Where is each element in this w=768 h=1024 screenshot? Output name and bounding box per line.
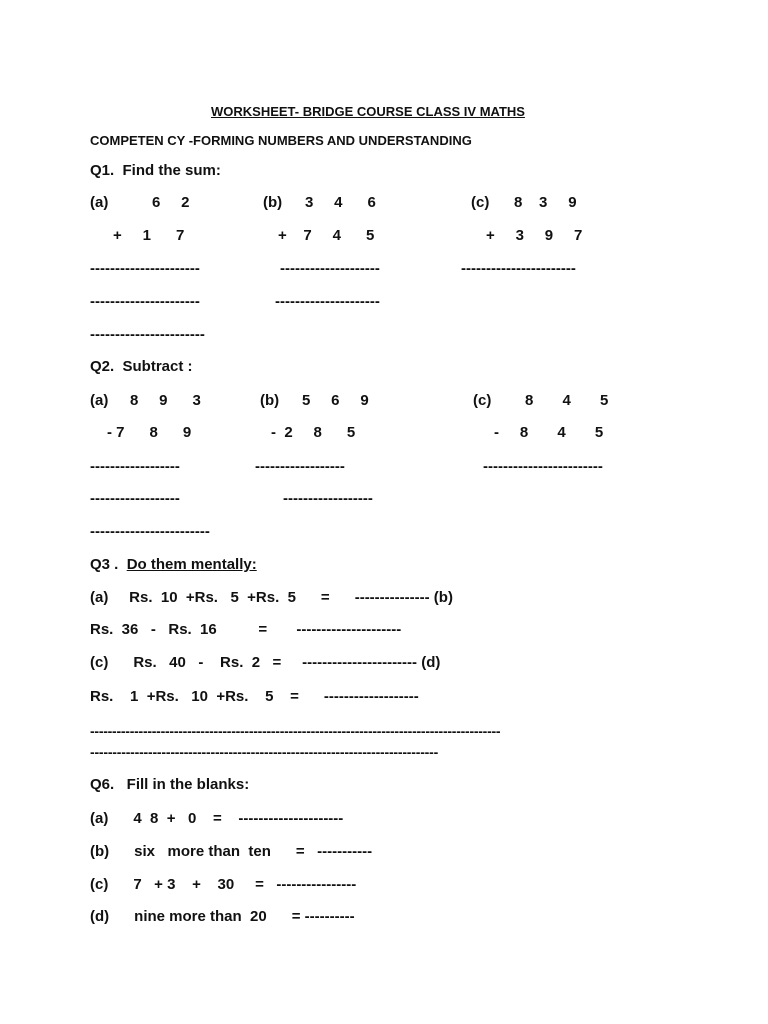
- q2-c-top: 8 4 5: [525, 392, 609, 409]
- q1-c-top: 8 3 9: [514, 194, 577, 211]
- q1-answer-line: ----------------------: [90, 293, 200, 310]
- q3-line-c: (c) Rs. 40 - Rs. 2 = ----------------------- (d): [90, 654, 441, 671]
- q1-c-label: (c): [471, 194, 490, 211]
- worksheet-title: WORKSHEET- BRIDGE COURSE CLASS IV MATHS: [211, 104, 525, 119]
- q1-c-bottom: + 3 9 7: [486, 227, 583, 244]
- q1-answer-line: --------------------: [280, 260, 380, 277]
- q2-b-bottom: - 2 8 5: [271, 424, 356, 441]
- q6-item-d: (d) nine more than 20 = ----------: [90, 908, 355, 925]
- q1-a-bottom: + 1 7: [113, 227, 185, 244]
- q3-answer-line: ------------------------------------------------------------------------------: [90, 744, 439, 760]
- q2-c-label: (c): [473, 392, 492, 409]
- q2-answer-line: ------------------: [283, 490, 373, 507]
- q6-item-c: (c) 7 + 3 + 30 = ----------------: [90, 876, 357, 893]
- q3-heading: [90, 556, 257, 574]
- q2-a-top: 8 9 3: [130, 392, 201, 409]
- q3-heading-prefix: Q3 .: [90, 556, 119, 573]
- q3-line-a: (a) Rs. 10 +Rs. 5 +Rs. 5 = --------------- (b): [90, 589, 453, 606]
- q3-heading-text: Do them mentally:: [126, 556, 257, 573]
- q2-answer-line: ------------------: [90, 490, 180, 507]
- q2-answer-line: ------------------: [255, 458, 345, 475]
- q2-answer-line: ------------------------: [90, 523, 210, 540]
- q2-heading: Q2. Subtract :: [90, 358, 193, 375]
- q1-b-top: 3 4 6: [305, 194, 376, 211]
- q3-line-d: Rs. 1 +Rs. 10 +Rs. 5 = -------------------: [90, 688, 419, 705]
- q1-a-top: 6 2: [152, 194, 190, 211]
- q2-b-label: (b): [260, 392, 280, 409]
- q1-answer-line: ---------------------: [275, 293, 380, 310]
- q2-answer-line: ------------------: [90, 458, 180, 475]
- q2-b-top: 5 6 9: [302, 392, 369, 409]
- q1-answer-line: -----------------------: [461, 260, 576, 277]
- q1-b-bottom: + 7 4 5: [278, 227, 375, 244]
- q1-a-label: (a): [90, 194, 109, 211]
- q3-answer-line: ---------------------------------------------------------------------------------------------: [90, 723, 501, 739]
- q6-item-a: (a) 4 8 + 0 = ---------------------: [90, 810, 344, 827]
- q2-answer-line: ------------------------: [483, 458, 603, 475]
- q6-heading: Q6. Fill in the blanks:: [90, 776, 250, 793]
- q1-heading: Q1. Find the sum:: [90, 162, 221, 179]
- q1-answer-line: ----------------------: [90, 260, 200, 277]
- q1-b-label: (b): [263, 194, 283, 211]
- q2-a-bottom: - 7 8 9: [107, 424, 192, 441]
- q1-answer-line: -----------------------: [90, 326, 205, 343]
- q6-item-b: (b) six more than ten = -----------: [90, 843, 373, 860]
- q2-a-label: (a): [90, 392, 109, 409]
- q2-c-bottom: - 8 4 5: [494, 424, 604, 441]
- q3-line-b: Rs. 36 - Rs. 16 = ---------------------: [90, 621, 402, 638]
- competency-heading: COMPETEN CY -FORMING NUMBERS AND UNDERSTANDING: [90, 133, 472, 148]
